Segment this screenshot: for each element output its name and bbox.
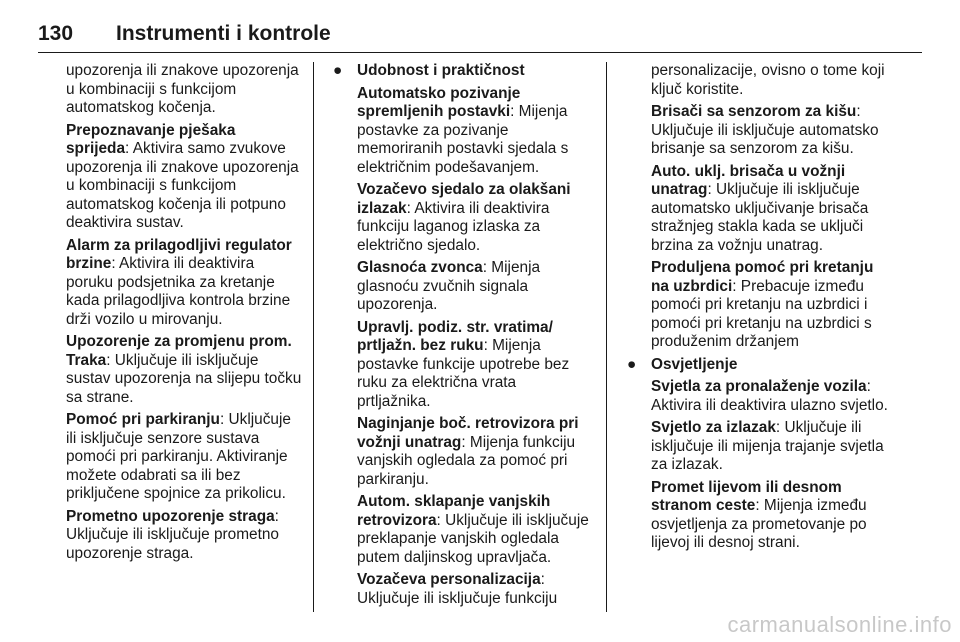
term: Auto. uklj. brisača u vožnji unatrag [651, 162, 846, 198]
header-divider [38, 52, 922, 53]
term: Upravlj. podiz. str. vratima/ prtljažn. bez ruku [357, 318, 553, 354]
paragraph: Upravlj. podiz. str. vratima/ prtljažn. bez ruku: Mijenja postavke funkcije upotrebe bez ruku za električna vrata prtljažnika. [357, 318, 570, 410]
paragraph: Automatsko pozivanje spremljenih postavki: Mijenja postavke za pozivanje memoriranih postavki sjedala s električnim podešavanjem. [357, 84, 569, 176]
paragraph: Auto. uklj. brisača u vožnji unatrag: Uključuje ili isključuje automatsko uključivanje brisača stražnjeg stakla kada se uključi brzina za vožnju unatrag. [651, 162, 869, 254]
paragraph: upozorenja ili znakove upozorenja u kombinaciji s funkcijom automatskog kočenja. [66, 62, 299, 116]
column-divider [606, 62, 607, 612]
paragraph: Glasnoća zvonca: Mijenja glasnoću zvučnih signala upozorenja. [357, 259, 541, 313]
paragraph: Autom. sklapanje vanjskih retrovizora: Uključuje ili isključuje preklapanje vanjskih ogledala putem daljinskog upravljača. [357, 493, 589, 566]
term: Produljena pomoć pri kretanju na uzbrdici [651, 259, 874, 295]
paragraph: Promet lijevom ili desnom stranom ceste: Mijenja između osvjetljenja za prometovanje po lijevoj ili desnoj strani. [651, 478, 867, 551]
column-2 [333, 62, 593, 612]
term: Glasnoća zvonca [357, 259, 483, 276]
term: Brisači sa senzorom za kišu [651, 103, 857, 120]
column-divider [313, 62, 314, 612]
term: Prometno upozorenje straga [66, 507, 275, 525]
term: Pomoć pri parkiranju [66, 411, 220, 428]
paragraph: Vozačevo sjedalo za olakšani izlazak: Aktivira ili deaktivira funkciju laganog izlaska za električno sjedalo. [357, 181, 571, 254]
column-1 [66, 62, 302, 567]
term: Svjetlo za izlazak [651, 419, 776, 436]
paragraph: Prepoznavanje pješaka sprijeda: Aktivira samo zvukove upozorenja ili znakove upozorenja u kombinaciji s funkcijom automatskog kočenja ili potpuno deaktivira sustav. [66, 121, 299, 231]
paragraph: Upozorenje za promjenu prom. Traka: Uključuje ili isključuje sustav upozorenja na slijepu točku sa strane. [66, 333, 302, 406]
bullet-icon: ● [627, 355, 637, 373]
watermark: carmanualsonline.info [727, 612, 952, 637]
term: Automatsko pozivanje spremljenih postavki [357, 84, 521, 120]
page-header [38, 22, 331, 50]
term: Vozačevo sjedalo za olakšani izlazak [357, 181, 571, 217]
term: Prepoznavanje pješaka sprijeda [66, 121, 236, 157]
term: Alarm za prilagodljivi regulator brzine [66, 236, 292, 272]
paragraph: Svjetlo za izlazak: Uključuje ili isključuje ili mijenja trajanje svjetla za izlazak. [651, 419, 884, 473]
bullet-heading [333, 62, 593, 81]
bullet-heading [627, 355, 889, 375]
paragraph: Prometno upozorenje straga: Uključuje ili isključuje prometno upozorenje straga. [66, 507, 279, 562]
paragraph: Produljena pomoć pri kretanju na uzbrdici: Prebacuje između pomoći pri kretanju na uzbrdici i pomoći pri kretanju na uzbrdici s produženim držanjem [651, 259, 874, 350]
term: Svjetla za pronalaženje vozila [651, 378, 867, 395]
term: Vozačeva personalizacija [357, 571, 541, 588]
chapter-title: Instrumenti i kontrole [116, 22, 331, 45]
column-3 [627, 62, 889, 557]
term: Autom. sklapanje vanjskih retrovizora [357, 493, 551, 529]
paragraph: Vozačeva personalizacija: Uključuje ili isključuje funkciju [357, 571, 558, 607]
paragraph: personalizacije, ovisno o tome koji ključ koristite. [651, 62, 885, 98]
term: Naginjanje boč. retrovizora pri vožnji unatrag [357, 415, 579, 451]
paragraph: Svjetla za pronalaženje vozila: Aktivira ili deaktivira ulazno svjetlo. [651, 378, 888, 414]
section-title: Osvjetljenje [651, 355, 738, 373]
term: Upozorenje za promjenu prom. Traka [66, 333, 292, 369]
term: Promet lijevom ili desnom stranom ceste [651, 478, 842, 514]
paragraph: Naginjanje boč. retrovizora pri vožnji unatrag: Mijenja funkciju vanjskih ogledala za pomoć pri parkiranju. [357, 415, 579, 488]
paragraph: Alarm za prilagodljivi regulator brzine: Aktivira ili deaktivira poruku podsjetnika za kretanje kada prilagodljiva kontrola brzine drži vozilo u mirovanju. [66, 236, 292, 328]
bullet-icon: ● [333, 62, 343, 79]
paragraph: Brisači sa senzorom za kišu: Uključuje ili isključuje automatsko brisanje sa senzorom za kišu. [651, 103, 879, 157]
paragraph: Pomoć pri parkiranju: Uključuje ili isključuje senzore sustava pomoći pri parkiranju. Aktiviranje možete odabrati sa ili bez priključene spojnice za prikolicu. [66, 411, 291, 502]
page-number: 130 [38, 22, 74, 45]
section-title: Udobnost i praktičnost [357, 62, 525, 79]
